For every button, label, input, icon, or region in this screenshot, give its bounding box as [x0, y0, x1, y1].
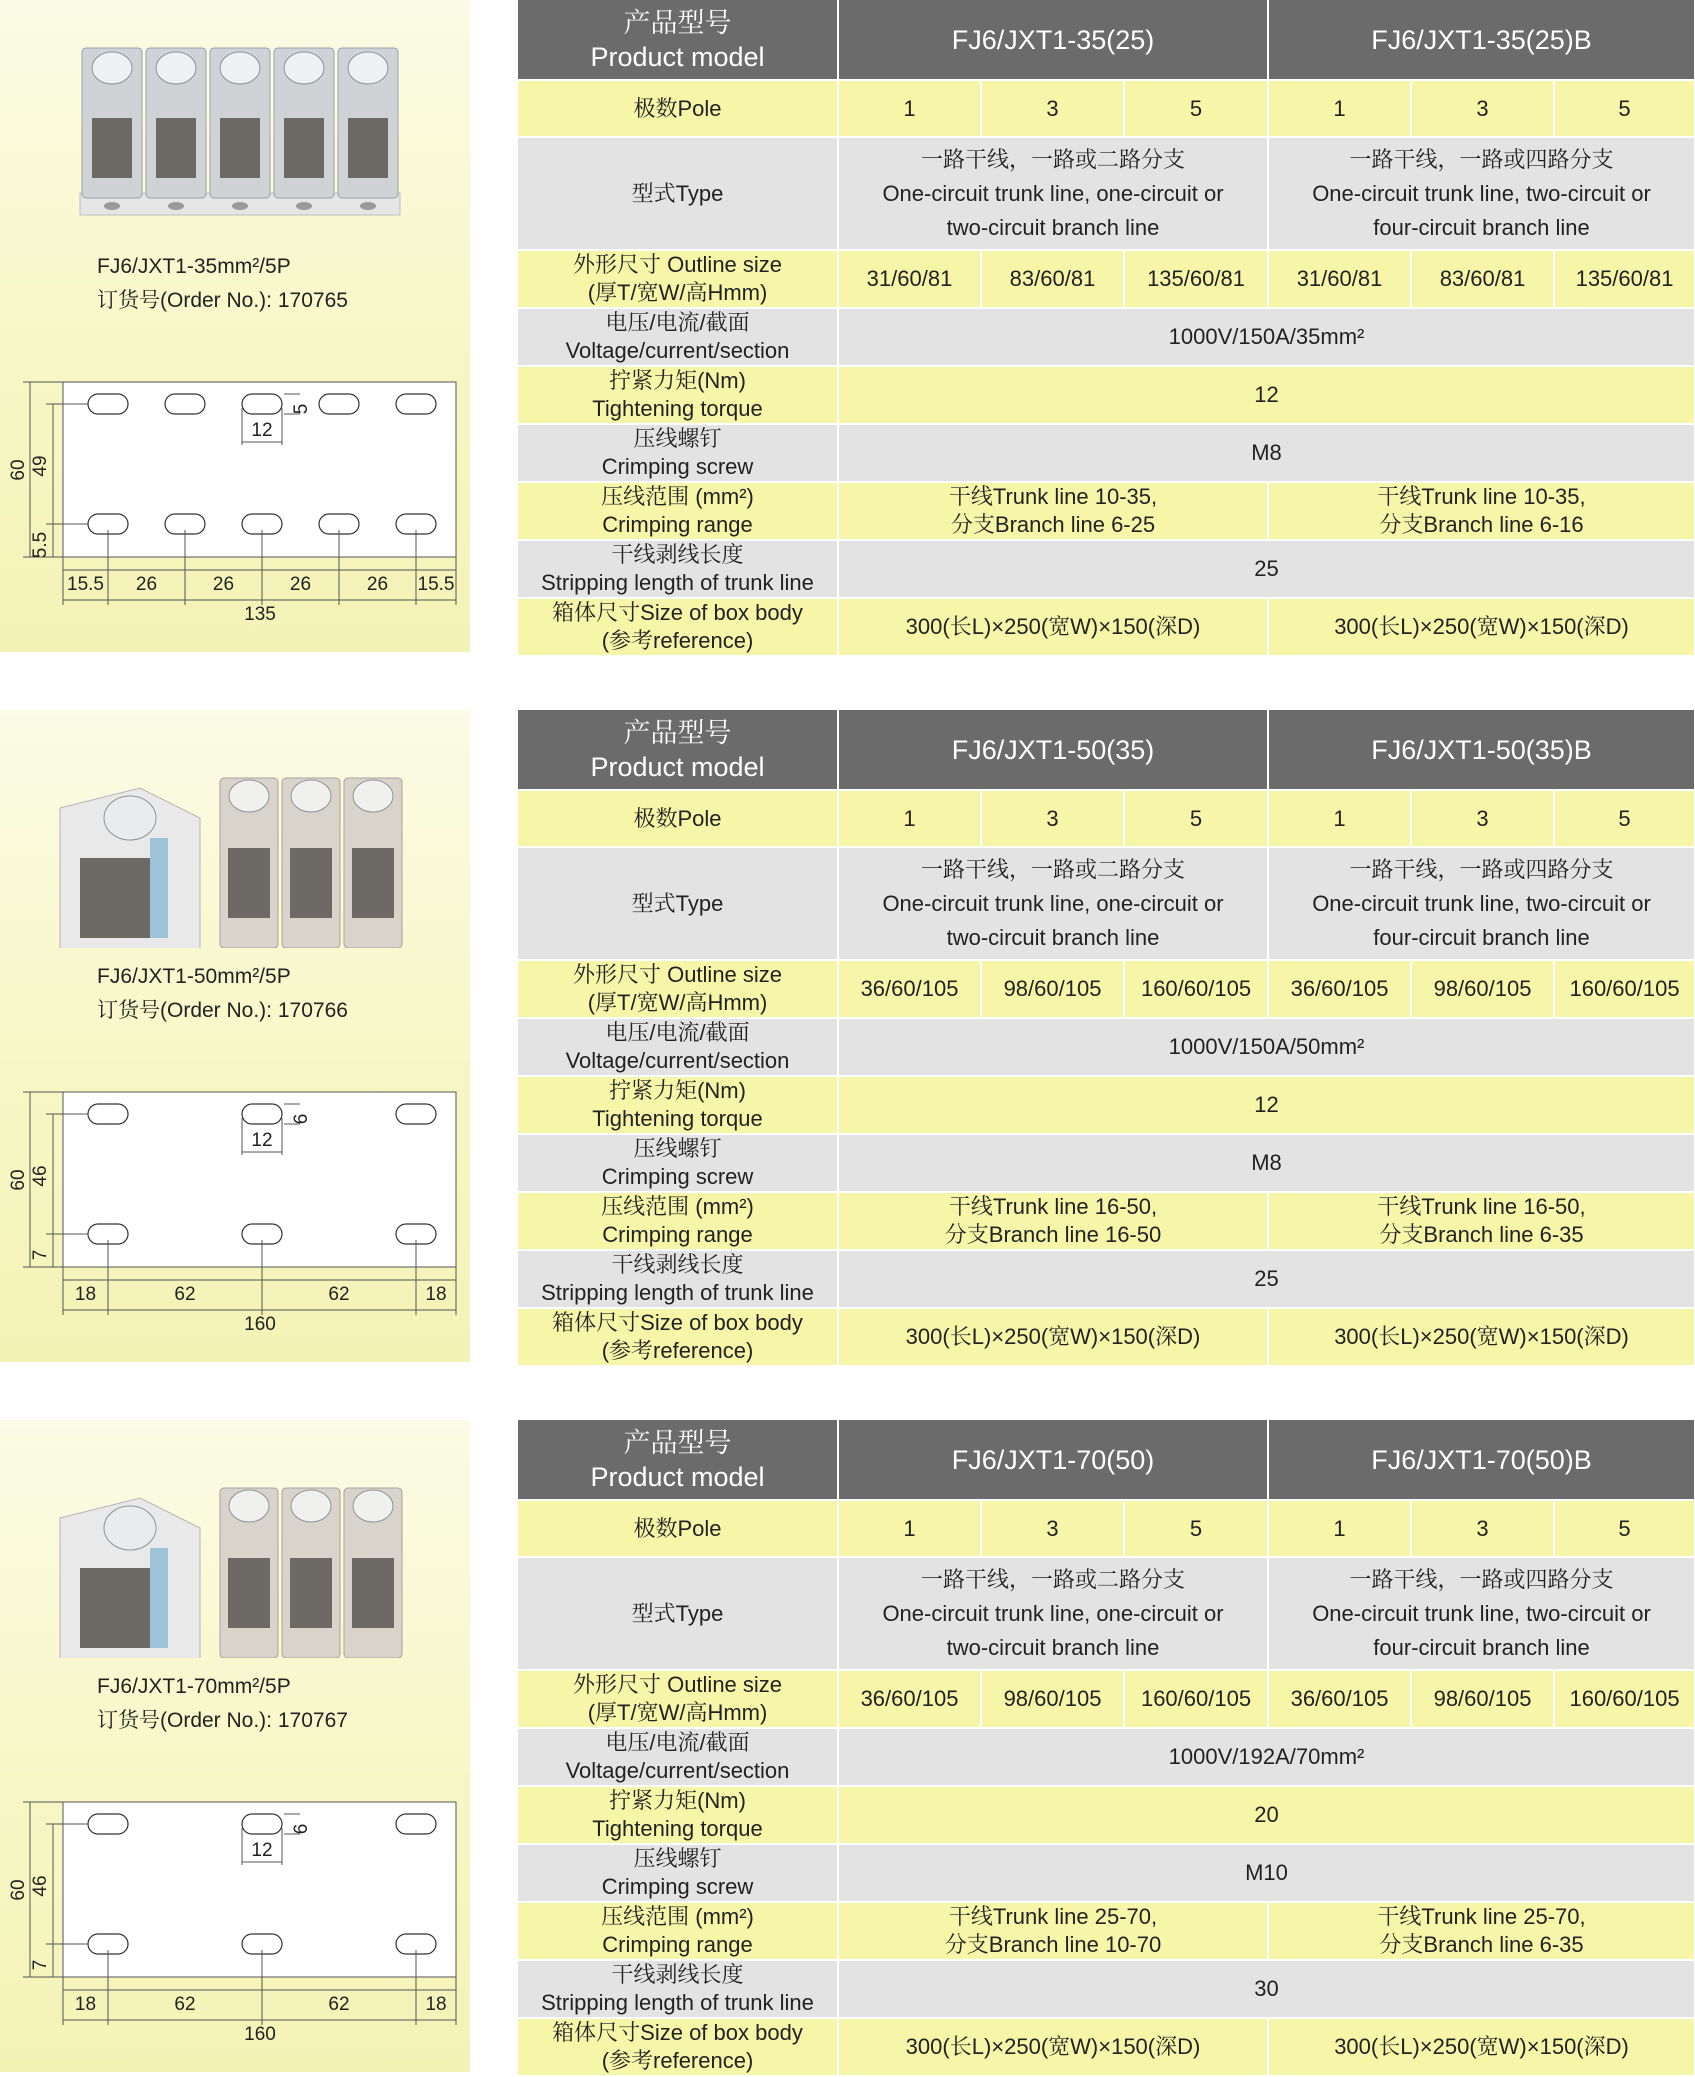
label-line: (参考reference) [601, 1338, 754, 1363]
row-screw [518, 1134, 1695, 1192]
range-a [838, 1902, 1268, 1960]
row-strip [518, 1960, 1695, 2018]
type-line: One-circuit trunk line, two-circuit or [1312, 180, 1651, 206]
strip-value: 25 [838, 540, 1695, 598]
row-label-range [518, 1192, 838, 1250]
outline-value: 160/60/105 [1554, 1670, 1695, 1728]
product-panel [0, 710, 470, 1362]
row-label-box [518, 598, 838, 656]
caption-model: FJ6/JXT1-70mm²/5P [97, 1675, 291, 1698]
row-outline [518, 960, 1695, 1018]
label-line: 电压/电流/截面 [605, 1020, 750, 1045]
dim-bottom-segment: 15.5 [417, 574, 455, 595]
range-b [1268, 1192, 1695, 1250]
model-b: FJ6/JXT1-35(25)B [1268, 0, 1695, 80]
label-line: (参考reference) [601, 2048, 754, 2073]
label-line: 干线剥线长度 [611, 1962, 744, 1987]
row-label-voltage [518, 308, 838, 366]
dim-height-inner: 46 [30, 1875, 51, 1897]
row-strip [518, 1250, 1695, 1308]
dim-slot-height: 5 [291, 403, 312, 415]
row-box [518, 2018, 1695, 2076]
label-line: 拧紧力矩(Nm) [609, 1078, 746, 1103]
dim-height-bottom: 7 [30, 1249, 51, 1261]
row-type [518, 137, 1695, 250]
screw-value: M10 [838, 1844, 1695, 1902]
caption-model: FJ6/JXT1-35mm²/5P [97, 255, 291, 278]
header-line: 产品型号 [623, 7, 732, 38]
label-line: 电压/电流/截面 [605, 310, 750, 335]
type-a [838, 137, 1268, 250]
spec-table [518, 1420, 1695, 2077]
type-line: One-circuit trunk line, two-circuit or [1312, 1600, 1651, 1626]
screw-value: M8 [838, 424, 1695, 482]
voltage-value: 1000V/192A/70mm² [838, 1728, 1695, 1786]
pole-value: 1 [838, 790, 981, 847]
torque-value: 12 [838, 366, 1695, 424]
range-line: 干线Trunk line 16-50, [948, 1194, 1158, 1219]
row-label-range [518, 482, 838, 540]
label-line: 压线范围 (mm²) [601, 484, 754, 509]
dim-slot-width: 12 [251, 420, 273, 441]
outline-value: 135/60/81 [1554, 250, 1695, 308]
header-product-model [518, 710, 838, 790]
model-a: FJ6/JXT1-50(35) [838, 710, 1268, 790]
dim-height-inner: 49 [30, 455, 51, 477]
voltage-value: 1000V/150A/35mm² [838, 308, 1695, 366]
row-label-screw [518, 1844, 838, 1902]
label-line: 拧紧力矩(Nm) [609, 368, 746, 393]
model-a: FJ6/JXT1-35(25) [838, 0, 1268, 80]
row-label-box [518, 2018, 838, 2076]
type-line: 一路干线，一路或二路分支 [921, 146, 1186, 172]
strip-value: 25 [838, 1250, 1695, 1308]
row-label-pole: 极数Pole [518, 790, 838, 847]
range-line: 分支Branch line 10-70 [944, 1932, 1162, 1957]
row-label-type: 型式Type [518, 137, 838, 250]
product-panel [0, 1420, 470, 2072]
type-line: two-circuit branch line [946, 214, 1160, 240]
label-line: (厚T/宽W/高Hmm) [587, 1700, 768, 1725]
type-line: four-circuit branch line [1373, 1634, 1590, 1660]
header-line: 产品型号 [623, 1427, 732, 1458]
row-label-pole: 极数Pole [518, 1500, 838, 1557]
outline-value: 160/60/105 [1554, 960, 1695, 1018]
pole-value: 1 [1268, 80, 1411, 137]
slot-hole [396, 1814, 436, 1834]
header-product-model [518, 1420, 838, 1500]
outline-value: 36/60/105 [1268, 1670, 1411, 1728]
dim-bottom-segment: 26 [289, 574, 312, 595]
label-line: Voltage/current/section [565, 338, 790, 363]
box-a: 300(长L)×250(宽W)×150(深D) [838, 2018, 1268, 2076]
dim-height-total: 60 [8, 1169, 29, 1191]
dim-height-inner: 46 [30, 1165, 51, 1187]
dim-height-bottom: 7 [30, 1959, 51, 1971]
dim-bottom-segment: 62 [328, 1994, 350, 2015]
row-label-box [518, 1308, 838, 1366]
voltage-value: 1000V/150A/50mm² [838, 1018, 1695, 1076]
pole-value: 5 [1124, 80, 1268, 137]
label-line: Tightening torque [592, 396, 763, 421]
type-line: One-circuit trunk line, one-circuit or [882, 1600, 1224, 1626]
label-line: Crimping range [602, 512, 753, 537]
label-line: Crimping screw [601, 454, 754, 479]
row-label-type: 型式Type [518, 847, 838, 960]
row-voltage [518, 1728, 1695, 1786]
order-number: 订货号(Order No.): 170765 [97, 289, 348, 312]
label-line: Voltage/current/section [565, 1758, 790, 1783]
outline-value: 31/60/81 [838, 250, 981, 308]
table-header [518, 0, 1695, 80]
dim-slot-height: 6 [291, 1823, 312, 1835]
row-label-torque [518, 366, 838, 424]
order-number: 订货号(Order No.): 170766 [97, 999, 348, 1022]
row-label-strip [518, 540, 838, 598]
label-line: Tightening torque [592, 1816, 763, 1841]
row-label-type: 型式Type [518, 1557, 838, 1670]
row-torque [518, 1076, 1695, 1134]
dim-slot-height: 6 [291, 1113, 312, 1125]
slot-hole [88, 394, 128, 414]
row-range [518, 482, 1695, 540]
pole-value: 3 [981, 790, 1124, 847]
row-torque [518, 366, 1695, 424]
type-line: 一路干线，一路或四路分支 [1349, 146, 1614, 172]
type-line: two-circuit branch line [946, 924, 1160, 950]
range-line: 分支Branch line 6-35 [1379, 1222, 1584, 1247]
order-number: 订货号(Order No.): 170767 [97, 1709, 348, 1732]
row-label-screw [518, 424, 838, 482]
pole-value: 5 [1554, 80, 1695, 137]
header-line: Product model [590, 41, 765, 72]
row-type [518, 1557, 1695, 1670]
type-a [838, 847, 1268, 960]
label-line: 电压/电流/截面 [605, 1730, 750, 1755]
label-line: 压线范围 (mm²) [601, 1904, 754, 1929]
torque-value: 12 [838, 1076, 1695, 1134]
product-section [0, 0, 1695, 652]
row-box [518, 598, 1695, 656]
row-screw [518, 424, 1695, 482]
dim-bottom-segment: 18 [74, 1284, 97, 1305]
dim-bottom-segment: 62 [174, 1994, 196, 2015]
pole-value: 1 [1268, 790, 1411, 847]
row-label-range [518, 1902, 838, 1960]
label-line: 压线螺钉 [633, 1846, 722, 1871]
range-line: 分支Branch line 6-16 [1379, 512, 1584, 537]
range-line: 干线Trunk line 25-70, [948, 1904, 1158, 1929]
row-torque [518, 1786, 1695, 1844]
outline-value: 160/60/105 [1124, 1670, 1268, 1728]
pole-value: 1 [838, 80, 981, 137]
row-label-outline [518, 1670, 838, 1728]
label-line: 箱体尺寸Size of box body [552, 1310, 803, 1335]
row-pole [518, 80, 1695, 137]
label-line: 干线剥线长度 [611, 1252, 744, 1277]
pole-value: 1 [1268, 1500, 1411, 1557]
type-line: 一路干线，一路或四路分支 [1349, 856, 1614, 882]
range-line: 干线Trunk line 25-70, [1377, 1904, 1586, 1929]
slot-hole [396, 1104, 436, 1124]
table-header [518, 1420, 1695, 1500]
type-line: two-circuit branch line [946, 1634, 1160, 1660]
dim-bottom-segment: 18 [74, 1994, 97, 2015]
outline-value: 98/60/105 [981, 960, 1124, 1018]
type-a [838, 1557, 1268, 1670]
row-pole [518, 790, 1695, 847]
row-strip [518, 540, 1695, 598]
slot-hole [88, 1104, 128, 1124]
row-label-voltage [518, 1728, 838, 1786]
label-line: (厚T/宽W/高Hmm) [587, 280, 768, 305]
dim-total-width: 160 [244, 1314, 276, 1330]
label-line: (参考reference) [601, 628, 754, 653]
pole-value: 3 [1411, 1500, 1554, 1557]
box-b: 300(长L)×250(宽W)×150(深D) [1268, 598, 1695, 656]
row-label-pole: 极数Pole [518, 80, 838, 137]
dim-total-width: 160 [244, 2024, 276, 2040]
box-b: 300(长L)×250(宽W)×150(深D) [1268, 1308, 1695, 1366]
label-line: 箱体尺寸Size of box body [552, 600, 803, 625]
slot-hole [242, 1104, 282, 1124]
table-header [518, 710, 1695, 790]
outline-value: 31/60/81 [1268, 250, 1411, 308]
outline-value: 98/60/105 [981, 1670, 1124, 1728]
label-line: Tightening torque [592, 1106, 763, 1131]
pole-value: 3 [981, 1500, 1124, 1557]
label-line: (厚T/宽W/高Hmm) [587, 990, 768, 1015]
dim-height-total: 60 [8, 459, 29, 481]
dim-height-bottom: 5.5 [30, 531, 51, 559]
row-outline [518, 1670, 1695, 1728]
slot-hole [396, 394, 436, 414]
label-line: Crimping range [602, 1222, 753, 1247]
dim-total-width: 135 [244, 604, 276, 620]
range-b [1268, 1902, 1695, 1960]
spec-table [518, 0, 1695, 657]
model-b: FJ6/JXT1-50(35)B [1268, 710, 1695, 790]
row-voltage [518, 1018, 1695, 1076]
product-photo [30, 28, 440, 238]
type-line: One-circuit trunk line, one-circuit or [882, 180, 1224, 206]
outline-value: 98/60/105 [1411, 1670, 1554, 1728]
dim-bottom-segment: 26 [135, 574, 158, 595]
label-line: 外形尺寸 Outline size [572, 252, 783, 277]
header-line: 产品型号 [623, 717, 732, 748]
range-a [838, 1192, 1268, 1250]
dim-slot-width: 12 [251, 1840, 273, 1861]
model-b: FJ6/JXT1-70(50)B [1268, 1420, 1695, 1500]
row-label-screw [518, 1134, 838, 1192]
label-line: Crimping range [602, 1932, 753, 1957]
row-screw [518, 1844, 1695, 1902]
outline-value: 135/60/81 [1124, 250, 1268, 308]
product-photo [30, 1448, 440, 1658]
label-line: 外形尺寸 Outline size [572, 1672, 783, 1697]
outline-value: 36/60/105 [1268, 960, 1411, 1018]
row-label-strip [518, 1960, 838, 2018]
label-line: Crimping screw [601, 1164, 754, 1189]
outline-value: 36/60/105 [838, 1670, 981, 1728]
slot-hole [242, 1814, 282, 1834]
header-line: Product model [590, 1461, 765, 1492]
product-photo [30, 738, 440, 948]
dim-bottom-segment: 15.5 [67, 574, 104, 595]
label-line: Voltage/current/section [565, 1048, 790, 1073]
dimension-drawing [8, 370, 468, 620]
dim-bottom-segment: 26 [366, 574, 389, 595]
dimension-drawing [8, 1080, 468, 1330]
row-box [518, 1308, 1695, 1366]
screw-value: M8 [838, 1134, 1695, 1192]
outline-value: 83/60/81 [981, 250, 1124, 308]
row-label-strip [518, 1250, 838, 1308]
dim-height-total: 60 [8, 1879, 29, 1901]
row-outline [518, 250, 1695, 308]
label-line: Stripping length of trunk line [541, 1280, 814, 1305]
type-line: One-circuit trunk line, two-circuit or [1312, 890, 1651, 916]
row-label-outline [518, 960, 838, 1018]
header-line: Product model [590, 751, 765, 782]
pole-value: 5 [1554, 790, 1695, 847]
strip-value: 30 [838, 1960, 1695, 2018]
pole-value: 3 [981, 80, 1124, 137]
box-a: 300(长L)×250(宽W)×150(深D) [838, 1308, 1268, 1366]
dim-bottom-segment: 26 [212, 574, 235, 595]
outline-value: 36/60/105 [838, 960, 981, 1018]
type-line: four-circuit branch line [1373, 214, 1590, 240]
range-a [838, 482, 1268, 540]
range-line: 分支Branch line 6-35 [1379, 1932, 1584, 1957]
row-pole [518, 1500, 1695, 1557]
type-b [1268, 1557, 1695, 1670]
row-voltage [518, 308, 1695, 366]
dim-slot-width: 12 [251, 1130, 273, 1151]
slot-hole [88, 1814, 128, 1834]
product-caption [97, 250, 348, 318]
dim-bottom-segment: 18 [425, 1994, 447, 2015]
pole-value: 5 [1124, 1500, 1268, 1557]
pole-value: 5 [1124, 790, 1268, 847]
model-a: FJ6/JXT1-70(50) [838, 1420, 1268, 1500]
outline-value: 160/60/105 [1124, 960, 1268, 1018]
type-b [1268, 847, 1695, 960]
row-label-voltage [518, 1018, 838, 1076]
label-line: 压线螺钉 [633, 1136, 722, 1161]
row-label-torque [518, 1076, 838, 1134]
type-line: 一路干线，一路或二路分支 [921, 1566, 1186, 1592]
row-range [518, 1902, 1695, 1960]
range-line: 干线Trunk line 10-35, [1377, 484, 1586, 509]
row-type [518, 847, 1695, 960]
label-line: 干线剥线长度 [611, 542, 744, 567]
box-a: 300(长L)×250(宽W)×150(深D) [838, 598, 1268, 656]
label-line: 压线范围 (mm²) [601, 1194, 754, 1219]
slot-hole [242, 394, 282, 414]
product-section [0, 710, 1695, 1362]
range-line: 干线Trunk line 16-50, [1377, 1194, 1586, 1219]
row-label-outline [518, 250, 838, 308]
outline-value: 83/60/81 [1411, 250, 1554, 308]
box-b: 300(长L)×250(宽W)×150(深D) [1268, 2018, 1695, 2076]
label-line: 压线螺钉 [633, 426, 722, 451]
slot-hole [165, 394, 205, 414]
row-range [518, 1192, 1695, 1250]
product-caption [97, 960, 348, 1028]
dim-bottom-segment: 62 [328, 1284, 350, 1305]
range-b [1268, 482, 1695, 540]
type-line: One-circuit trunk line, one-circuit or [882, 890, 1224, 916]
label-line: 拧紧力矩(Nm) [609, 1788, 746, 1813]
type-b [1268, 137, 1695, 250]
range-line: 干线Trunk line 10-35, [948, 484, 1158, 509]
product-section [0, 1420, 1695, 2072]
outline-value: 98/60/105 [1411, 960, 1554, 1018]
slot-hole [319, 394, 359, 414]
type-line: four-circuit branch line [1373, 924, 1590, 950]
caption-model: FJ6/JXT1-50mm²/5P [97, 965, 291, 988]
pole-value: 3 [1411, 790, 1554, 847]
range-line: 分支Branch line 6-25 [950, 512, 1156, 537]
dimension-drawing [8, 1790, 468, 2040]
row-label-torque [518, 1786, 838, 1844]
range-line: 分支Branch line 16-50 [944, 1222, 1162, 1247]
label-line: Stripping length of trunk line [541, 570, 814, 595]
label-line: Crimping screw [601, 1874, 754, 1899]
dim-bottom-segment: 62 [174, 1284, 196, 1305]
pole-value: 5 [1554, 1500, 1695, 1557]
dim-bottom-segment: 18 [425, 1284, 447, 1305]
type-line: 一路干线，一路或四路分支 [1349, 1566, 1614, 1592]
pole-value: 1 [838, 1500, 981, 1557]
pole-value: 3 [1411, 80, 1554, 137]
label-line: 外形尺寸 Outline size [572, 962, 783, 987]
type-line: 一路干线，一路或二路分支 [921, 856, 1186, 882]
product-caption [97, 1670, 348, 1738]
header-product-model [518, 0, 838, 80]
label-line: 箱体尺寸Size of box body [552, 2020, 803, 2045]
spec-table [518, 710, 1695, 1367]
product-panel [0, 0, 470, 652]
torque-value: 20 [838, 1786, 1695, 1844]
label-line: Stripping length of trunk line [541, 1990, 814, 2015]
